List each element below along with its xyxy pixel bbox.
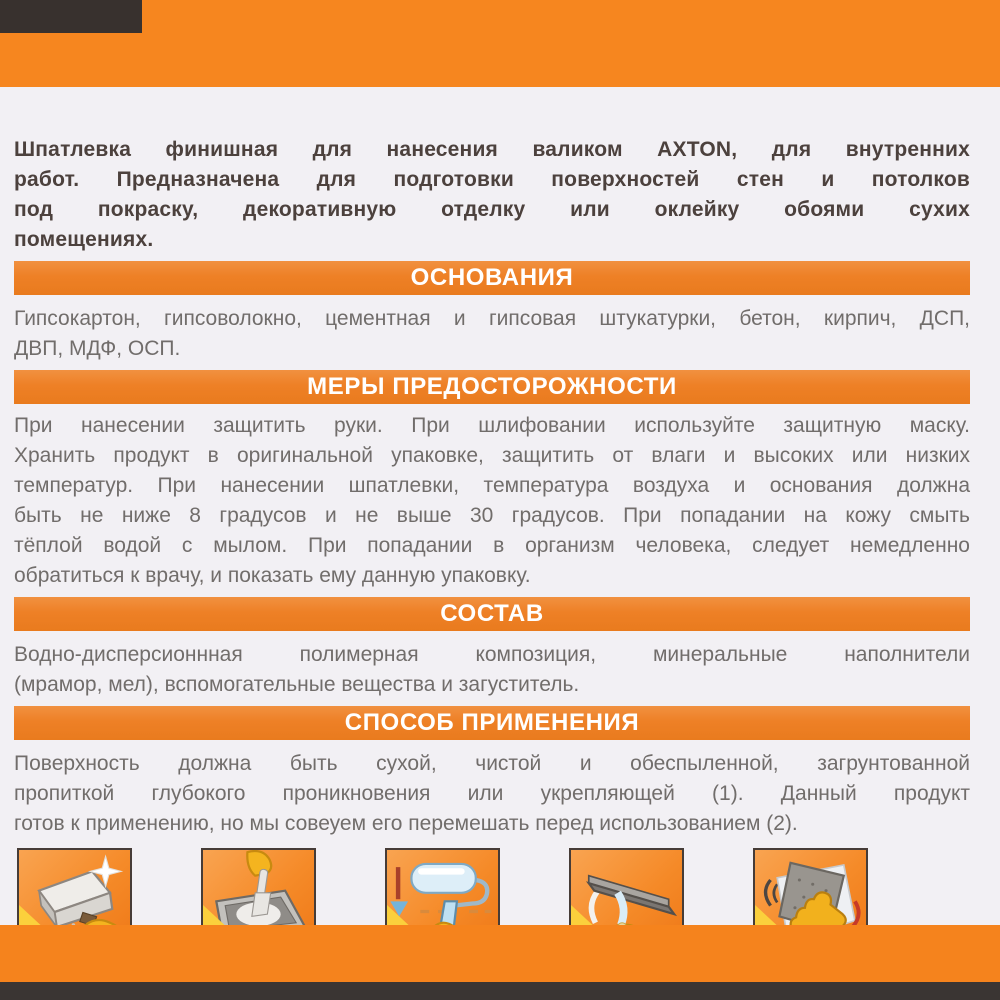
text-line: При нанесении защитить руки. При шлифовании используйте защитную маску. [14, 414, 970, 437]
bottom-dark-strip [0, 982, 1000, 1000]
section-application [14, 706, 970, 839]
section-paragraph [14, 640, 970, 700]
text-line: обратиться к врачу, и показать ему данную упаковку. [14, 564, 531, 587]
label-content [0, 87, 1000, 959]
text-line: под покраску, декоративную отделку или оклейку обоями сухих [14, 198, 970, 221]
text-line: Поверхность должна быть сухой, чистой и обеспыленной, загрунтованной [14, 752, 970, 775]
section-title: МЕРЫ ПРЕДОСТОРОЖНОСТИ [307, 373, 677, 400]
text-line: Гипсокартон, гипсоволокно, цементная и гипсовая штукатурки, бетон, кирпич, ДСП, [14, 307, 970, 330]
section-header-precautions [14, 370, 970, 404]
text-line: температур. При нанесении шпатлевки, температура воздуха и основания должна [14, 474, 970, 497]
section-paragraph [14, 304, 970, 364]
text-line: тёплой водой с мылом. При попадании в организм человека, следует немедленно [14, 534, 970, 557]
section-title: ОСНОВАНИЯ [410, 264, 574, 291]
section-header-application [14, 706, 970, 740]
top-dark-block [0, 0, 142, 33]
section-header-substrates [14, 261, 970, 295]
text-line: быть не ниже 8 градусов и не выше 30 градусов. При попадании на кожу смыть [14, 504, 970, 527]
section-paragraph [14, 411, 970, 591]
bottom-orange-band [0, 925, 1000, 982]
section-title: СОСТАВ [440, 600, 544, 627]
section-title: СПОСОБ ПРИМЕНЕНИЯ [344, 709, 640, 736]
section-substrates [14, 261, 970, 364]
section-composition [14, 597, 970, 700]
text-line: пропиткой глубокого проникновения или укрепляющей (1). Данный продукт [14, 782, 970, 805]
top-orange-band [0, 0, 1000, 87]
text-line: Водно-дисперсионнная полимерная композиция, минеральные наполнители [14, 643, 970, 666]
text-line: работ. Предназначена для подготовки поверхностей стен и потолков [14, 168, 970, 191]
text-line: Шпатлевка финишная для нанесения валиком AXTON, для внутренних [14, 138, 970, 161]
text-line: Хранить продукт в оригинальной упаковке, защитить от влаги и высоких или низких [14, 444, 970, 467]
section-header-composition [14, 597, 970, 631]
text-line: (мрамор, мел), вспомогательные вещества и загуститель. [14, 673, 580, 696]
text-line: ДВП, МДФ, ОСП. [14, 337, 181, 360]
section-precautions [14, 370, 970, 591]
text-line: помещениях. [14, 228, 154, 251]
text-line: готов к применению, но мы совеуем его перемешать перед использованием (2). [14, 812, 798, 835]
section-paragraph [14, 749, 970, 839]
product-description [14, 135, 970, 255]
